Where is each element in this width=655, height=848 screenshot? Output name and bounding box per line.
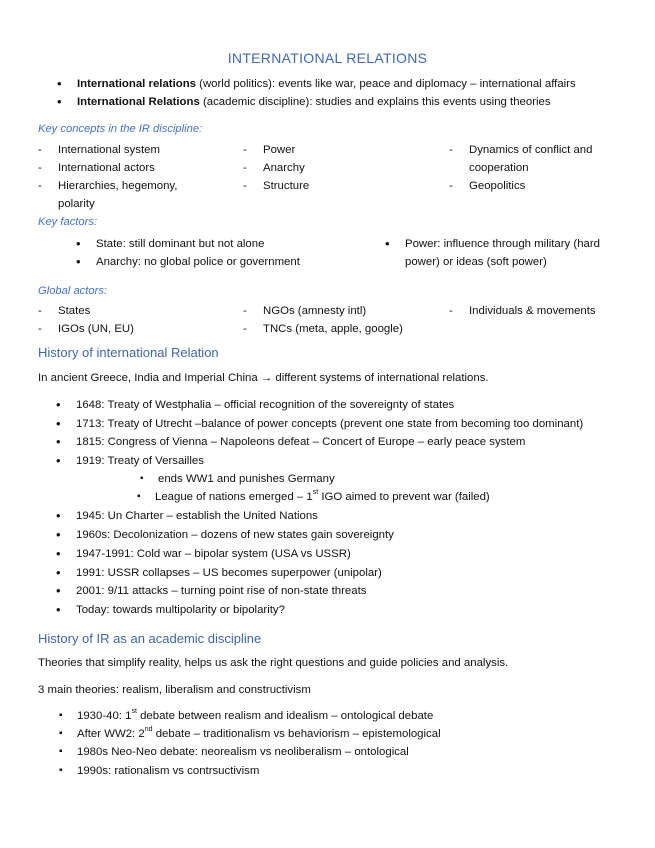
history-subitem: ▪ ends WW1 and punishes Germany [158,473,335,485]
debate-text: debate between realism and idealism – ontological debate [136,710,434,722]
factor-item-cont: power) or ideas (soft power) [405,256,547,268]
concept-item-cont: polarity [58,198,95,210]
history-item: • Today: towards multipolarity or bipolarity? [76,604,285,616]
history-intro: In ancient Greece, India and Imperial China → different systems of international relations. [38,372,489,384]
debate-item [77,710,433,722]
subitem-text: League of nations emerged – 1 [155,491,313,503]
actor-item: - NGOs (amnesty intl) [263,305,366,317]
concept-item: - International system [58,144,160,156]
history-item: • 1991: USSR collapses – US becomes superpower (unipolar) [76,567,382,579]
history-item: • 1919: Treaty of Versailles [76,455,204,467]
debate-text: After WW2: 2 [77,728,145,740]
history-item: • 1960s: Decolonization – dozens of new states gain sovereignty [76,529,394,541]
history-item: • 1648: Treaty of Westphalia – official recognition of the sovereignty of states [76,399,454,411]
academic-paragraph: 3 main theories: realism, liberalism and constructivism [38,684,311,696]
history-item: • 1815: Congress of Vienna – Napoleons defeat – Concert of Europe – early peace system [76,436,525,448]
history-item: • 1947-1991: Cold war – bipolar system (USA vs USSR) [76,548,351,560]
factor-item: • Anarchy: no global police or government [96,256,300,268]
concept-item: - Geopolitics [469,180,525,192]
ordinal-suffix: st [131,708,137,715]
concept-item: - Dynamics of conflict and [469,144,592,156]
page-title: INTERNATIONAL RELATIONS [227,50,428,66]
ordinal-suffix: nd [144,726,153,733]
concept-item-cont: cooperation [469,162,529,174]
actor-item: - States [58,305,90,317]
intro-text-1: (world politics): events like war, peace and diplomacy – international affairs [196,78,576,90]
history-item: • 1713: Treaty of Utrecht –balance of power concepts (prevent one state from becoming too dominant) [76,418,583,430]
factor-item: • State: still dominant but not alone [96,238,264,250]
debate-text: 1930-40: 1 [77,710,132,722]
key-factors-heading: Key factors: [38,216,98,228]
key-concepts-heading: Key concepts in the IR discipline: [38,123,203,135]
factor-item: • Power: influence through military (hard [405,238,600,250]
concept-item: - International actors [58,162,155,174]
subitem-text: IGO aimed to prevent war (failed) [318,491,490,503]
actor-item: - IGOs (UN, EU) [58,323,134,335]
actor-item: - TNCs (meta, apple, google) [263,323,403,335]
academic-heading: History of IR as an academic discipline [38,631,262,646]
debate-item: ▪ 1990s: rationalism vs contrsuctivism [77,765,259,777]
concept-item: - Hierarchies, hegemony, [58,180,177,192]
history-item: • 2001: 9/11 attacks – turning point rise of non-state threats [76,585,366,597]
intro-item-1 [77,78,576,90]
concept-item: - Power [263,144,295,156]
debate-item: ▪ 1980s Neo-Neo debate: neorealism vs neoliberalism – ontological [77,746,409,758]
actor-item: - Individuals & movements [469,305,596,317]
concept-item: - Anarchy [263,162,305,174]
history-subitem [155,491,490,503]
intro-text-2: (academic discipline): studies and explains this events using theories [199,96,551,108]
intro-item-2 [77,96,551,108]
intro-bold-2: International Relations [77,96,200,108]
debate-text: debate – traditionalism vs behaviorism – epistemological [152,728,441,740]
academic-paragraph: Theories that simplify reality, helps us ask the right questions and guide policies and analysis. [38,657,509,669]
global-actors-heading: Global actors: [38,285,108,297]
debate-item [77,728,441,740]
history-item: • 1945: Un Charter – establish the United Nations [76,510,318,522]
intro-bold-1: International relations [77,78,196,90]
concept-item: - Structure [263,180,309,192]
history-heading: History of international Relation [38,345,219,360]
ordinal-suffix: st [312,489,319,496]
